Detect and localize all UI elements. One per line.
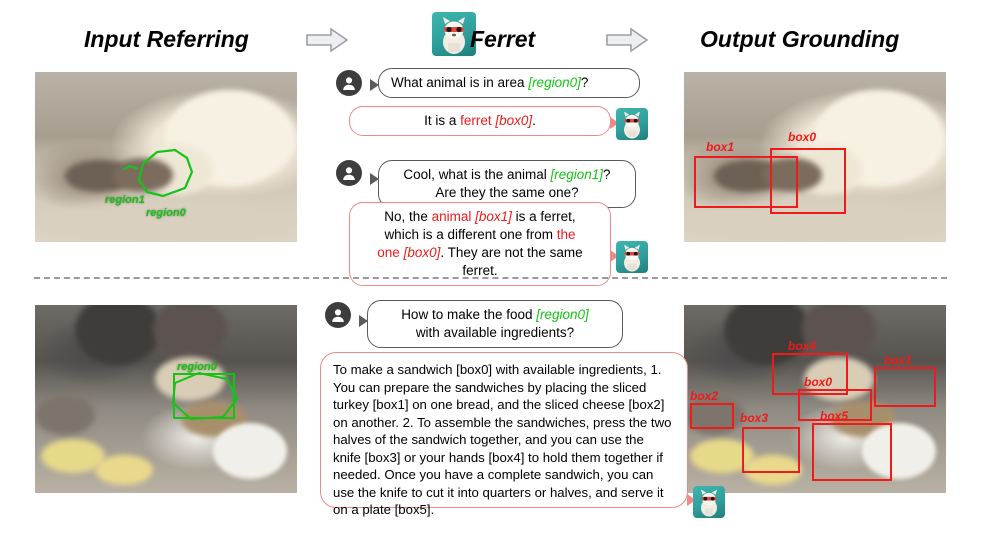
box5-label: box5	[820, 409, 849, 423]
box1-label: box1	[706, 140, 735, 154]
chat-bubble-user-1	[378, 68, 640, 98]
right-arrow-icon	[305, 27, 349, 53]
box4-label: box4	[788, 339, 817, 353]
chat-bubble-user-2: Cool, what is the animal [region1]? Are they the same one?	[378, 160, 636, 208]
chat-bubble-bot-2: No, the animal [box1] is a ferret, which is a different one from the one [box0]. They are not the same ferret.	[349, 202, 611, 286]
top-output-image	[684, 72, 946, 242]
box5-rect	[812, 423, 892, 481]
page-title-output: Output Grounding	[700, 26, 900, 52]
region0-label: region0	[146, 207, 186, 219]
page-title-ferret: Ferret	[470, 26, 536, 52]
ferret-avatar-icon-2	[616, 241, 648, 273]
ferret-avatar-icon-3	[693, 486, 725, 518]
box3-label: box3	[740, 411, 769, 425]
box2-label: box2	[690, 389, 719, 403]
region0-label-bottom: region0	[177, 361, 217, 373]
user-avatar-icon	[336, 70, 362, 96]
user-avatar-icon-3	[325, 302, 351, 328]
page-title-input: Input Referring	[84, 26, 249, 52]
box1-label-b: box1	[884, 353, 913, 367]
top-input-image	[35, 72, 297, 242]
chat-bubble-user-3: How to make the food [region0] with available ingredients?	[367, 300, 623, 348]
box0-label: box0	[788, 130, 817, 144]
box0-label-b: box0	[804, 375, 833, 389]
section-divider	[34, 277, 947, 279]
answer-text: To make a sandwich [box0] with available ingredients, 1. You can prepare the sandwiches by placing the sliced turkey [box1] on one bread, and the sliced cheese [box2] on another. 2. To assemble the sandwiches, press the two halves of the sandwich together, and you can use the knife [box3] or your hands [box4] to hold them together if needed. Once you have a complete sandwich, you can use the knife to cut it into quarters or halves, and serve it on a plate [box5].	[333, 362, 672, 517]
box3-rect	[742, 427, 800, 473]
right-arrow-icon-2	[605, 27, 649, 53]
box0-rect	[770, 148, 846, 214]
region0-outline	[165, 365, 249, 429]
bottom-output-image	[684, 305, 946, 493]
user-avatar-icon-2	[336, 160, 362, 186]
region1-label: region1	[105, 194, 145, 206]
chat-bubble-bot-3	[320, 352, 688, 517]
ferret-avatar-icon-1	[616, 108, 648, 140]
bottom-input-image	[35, 305, 297, 493]
bubble-text: What animal is in area [region0]?	[391, 75, 589, 90]
chat-bubble-bot-1: It is a ferret [box0].	[349, 106, 611, 136]
box1-rect-b	[874, 367, 936, 407]
box2-rect	[690, 403, 734, 429]
